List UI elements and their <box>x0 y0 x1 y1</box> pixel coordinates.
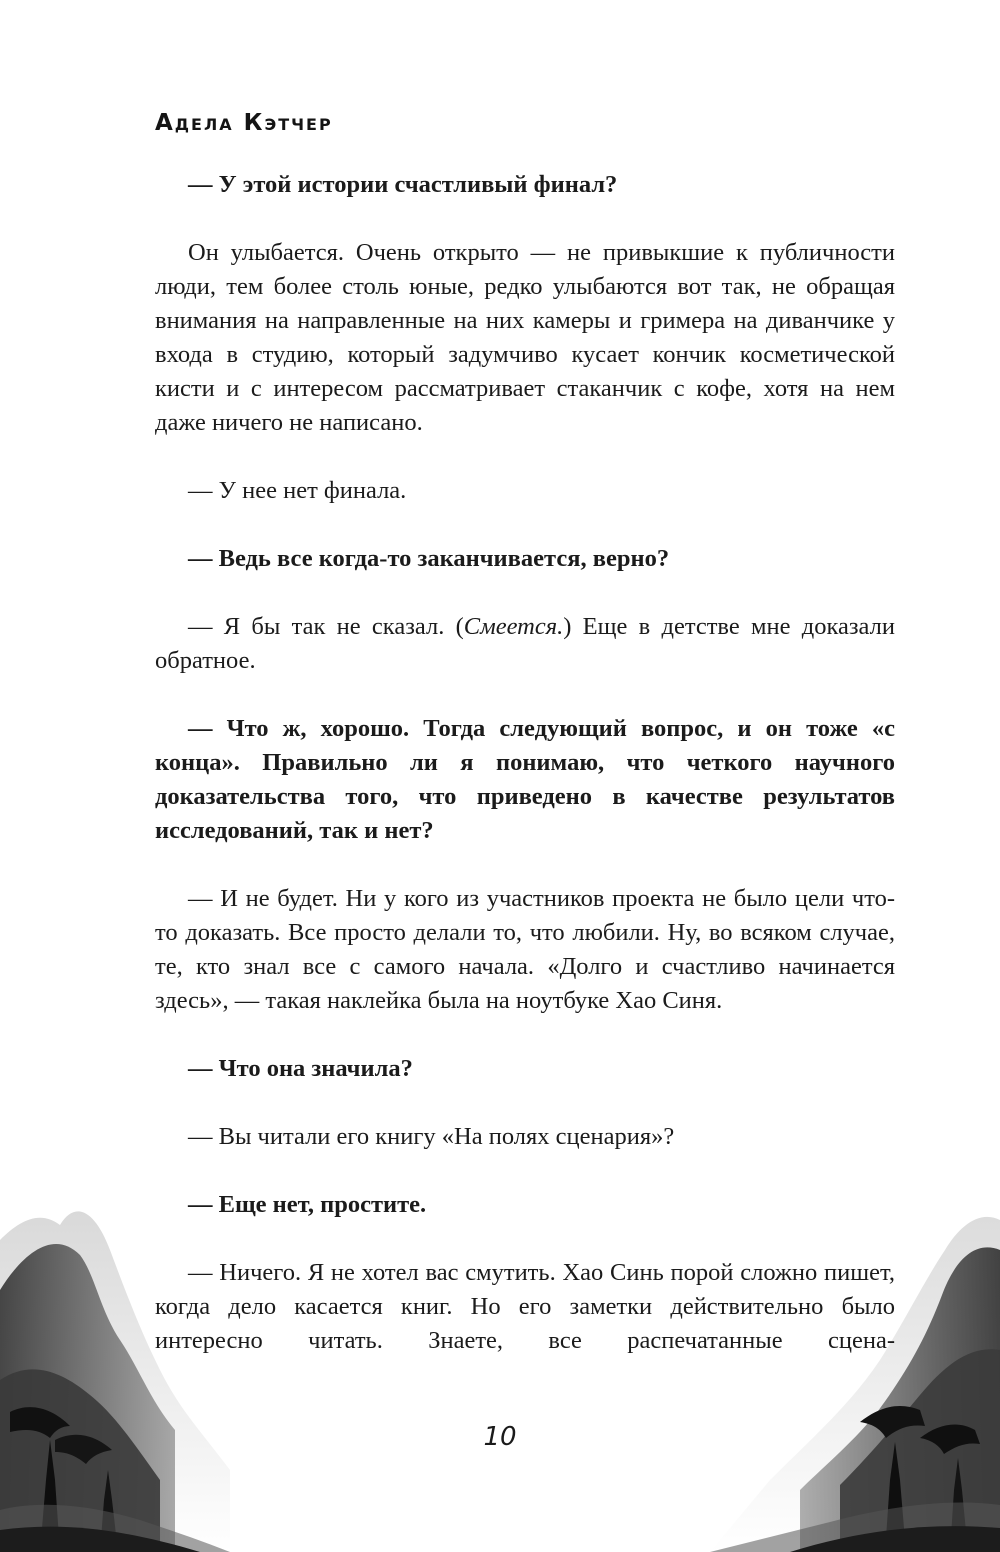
question-paragraph: — Еще нет, простите. <box>188 1191 427 1218</box>
answer-paragraph: — Ничего. Я не хотел вас смутить. Хао Синь порой сложно пишет, когда дело касается книг. Но его заметки действительно было интересно читать. Знаете, все распечатанные сцена- <box>155 1259 895 1354</box>
question-paragraph: — Что ж, хорошо. Тогда следующий вопрос, и он тоже «с конца». Правильно ли я понимаю, что четкого научного доказательства того, что приведено в качестве результатов исследований, так и нет? <box>155 715 895 844</box>
answer-paragraph <box>155 610 895 678</box>
answer-text: — Я бы так не сказал. ( <box>188 613 464 640</box>
answer-paragraph: — И не будет. Ни у кого из участников проекта не было цели что-то доказать. Все просто делали то, что любили. Ну, во всяком случае, те, кто знал все с самого начала. «Долго и счастливо начинается здесь», — такая наклейка была на ноутбуке Хао Синя. <box>155 885 895 1014</box>
question-paragraph: — Что она значила? <box>188 1055 413 1082</box>
answer-text: ) Еще в детстве мне доказали обратное. <box>155 613 895 674</box>
stage-direction: Смеется. <box>463 613 564 640</box>
question-paragraph: — У этой истории счастливый финал? <box>188 171 618 198</box>
body-text <box>155 168 895 1358</box>
answer-paragraph: — У нее нет финала. <box>188 477 407 504</box>
page-number: 10 <box>483 1422 517 1452</box>
running-head-author: Адела Кэтчер <box>155 110 333 136</box>
answer-paragraph: — Вы читали его книгу «На полях сценария»? <box>188 1123 675 1150</box>
question-paragraph: — Ведь все когда-то заканчивается, верно? <box>188 545 670 572</box>
narration-paragraph: Он улыбается. Очень открыто — не привыкшие к публичности люди, тем более столь юные, редко улыбаются вот так, не обращая внимания на направленные на них камеры и гримера на диванчике у входа в студию, который задумчиво кусает кончик косметической кисти и с интересом рассматривает стаканчик с кофе, хотя на нем даже ничего не написано. <box>155 239 895 436</box>
